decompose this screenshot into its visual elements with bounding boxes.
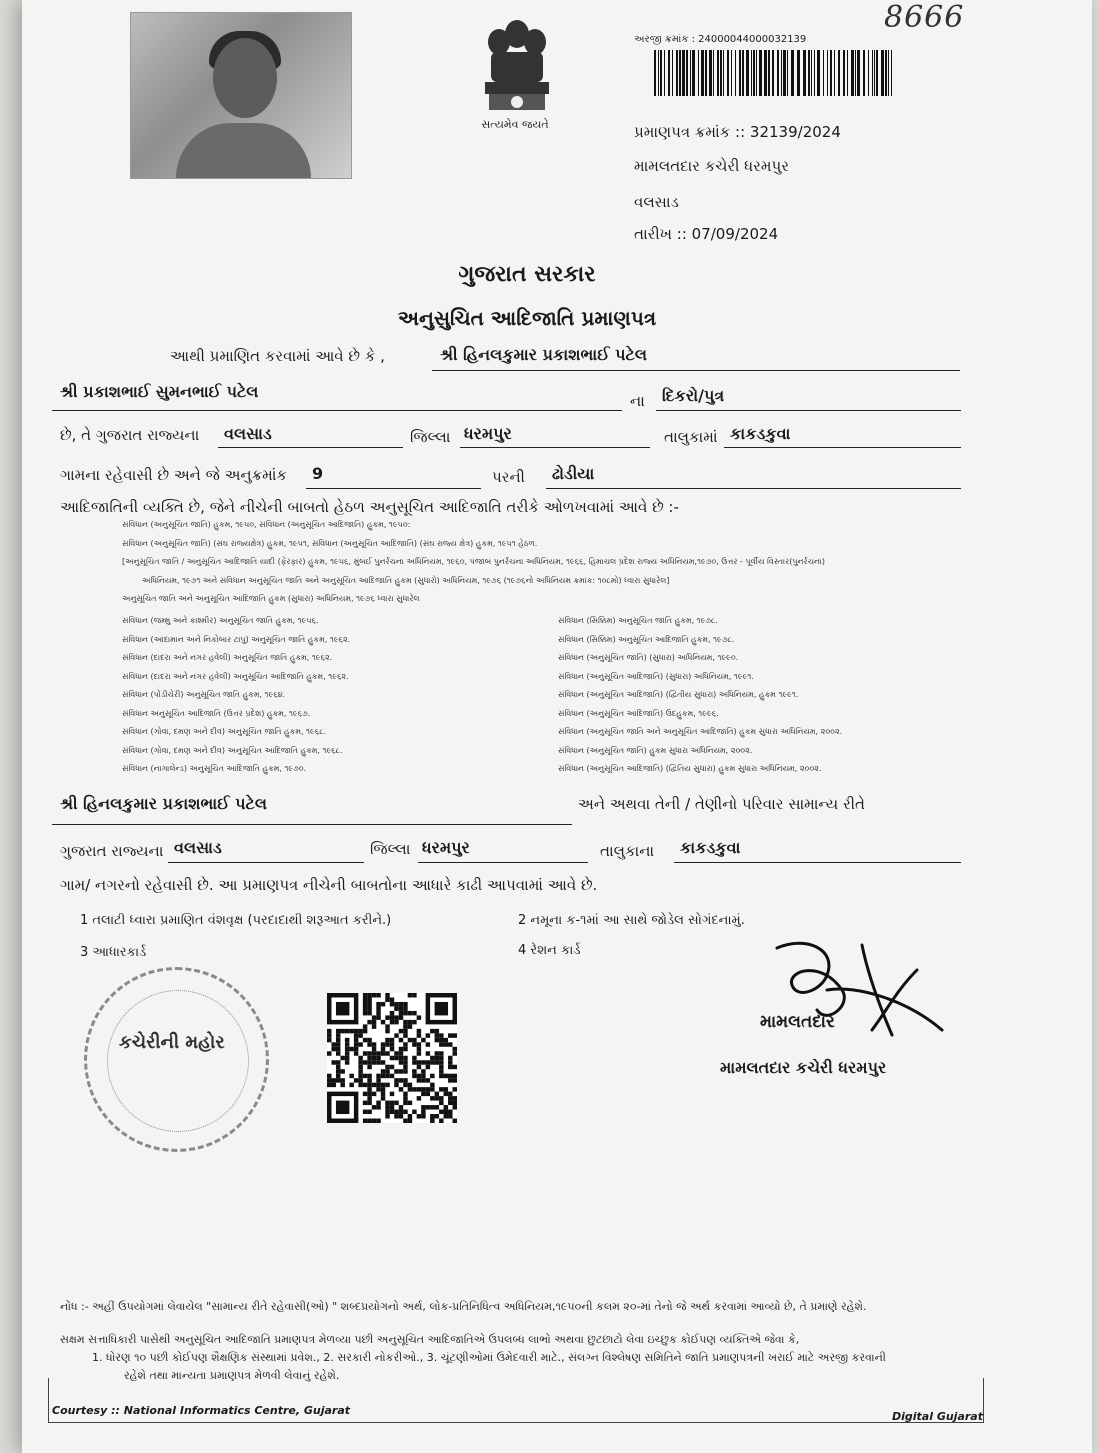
note-text: નોંધ :- અહીં ઉપયોગમાં લેવાયેલ "સામાન્ય રીતે રહેવાસી(ઓ) " શબ્દપ્રયોગનો અર્થ, લોક-પ્રતિનિધિત્વ અધિનિયમ,૧૯૫૦ની કલમ ૨૦-માં તેનો જે અર્થ કરવામાં આવ્યો છે, તે પ્રમાણે રહેશે. xyxy=(60,1300,867,1313)
qr-code xyxy=(327,993,457,1123)
recognized-text: આદિજાતિની વ્યક્તિ છે, જેને નીચેની બાબતો હેઠળ અનુસૂચિત આદિજાતિ તરીકે ઓળખવામાં આવે છે :- xyxy=(60,498,679,516)
certificate-title: અનુસુચિત આદિજાતિ પ્રમાણપત્ર xyxy=(397,306,657,330)
district-label: જિલ્લા xyxy=(410,428,451,446)
bottom-line: 1. ધોરણ ૧૦ પછી કોઈપણ શૈક્ષણિક સંસ્થામાં પ્રવેશ., 2. સરકારી નોકરીઓ., 3. ચૂંટણીઓમાં ઉમેદવારી માટે., સંલગ્ન વિશ્લેષણ સમિતિને જાતિ પ્રમાણપત્રની ખરાઈ માટે અરજી કરવાની xyxy=(92,1351,886,1364)
resident-label: ગામના રહેવાસી છે અને જે અનુક્રમાંક xyxy=(60,466,288,484)
cert-number-label: પ્રમાણપત્ર ક્રમાંક :: xyxy=(634,123,746,141)
order-line: [અનુસૂચિત જાતિ / અનુસૂચિત આદિજાતિ યાદી (ફેરફાર) હુકમ, ૧૯૫૬, મુંબઈ પુનર્રચના અધિનિયમ, ૧૯૬૦, પંજાબ પુનર્રચના અધિનિયમ, ૧૯૬૬, હિમાચલ પ્રદેશ રાજ્ય અધિનિયમ,૧૯૭૦, ઉત્તર - પૂર્વીય વિસ્તાર(પુનર્રચના) xyxy=(122,557,826,566)
order-line: સંવિધાન (અનુસૂચિત જાતિ) હુકમ સુધારા અધિનિયમ, ૨૦૦૨. xyxy=(558,745,753,755)
village-text: ગામ/ નગરનો રહેવાસી છે. આ પ્રમાણપત્ર નીચેની બાબતોના આધારે કાઢી આપવામાં આવે છે. xyxy=(60,876,598,894)
family-text: અને અથવા તેની / તેણીનો પરિવાર સામાન્ય રીતે xyxy=(578,795,865,813)
cert-number: 32139/2024 xyxy=(749,123,841,141)
holder-name: શ્રી હિનલકુમાર પ્રકાશભાઈ પટેલ xyxy=(440,345,647,364)
order-line: સંવિધાન (જમ્મુ અને કાશ્મીર) અનુસૂચિત જાતિ હુકમ, ૧૯૫૬. xyxy=(122,616,319,625)
na-label: ના xyxy=(630,392,645,410)
national-emblem-icon xyxy=(477,12,557,117)
order-line: સંવિધાન (દાદરા અને નગર હવેલી) અનુસૂચિત જાતિ હુકમ, ૧૯૬૨. xyxy=(122,653,333,662)
state-district-2: વલસાડ xyxy=(174,838,222,857)
taluka-label-2: તાલુકાના xyxy=(600,842,655,860)
taluka-value: કાકડકુવા xyxy=(730,424,791,443)
signatory-title: મામલતદાર xyxy=(760,1012,835,1032)
office-seal xyxy=(84,967,269,1152)
handwritten-number: 8666 xyxy=(884,0,965,35)
order-line: સંવિધાન (અનુસૂચિત જાતિ) હુકમ, ૧૯૫૦, સંવિધાન (અનુસૂચિત આદિજાતિ) હુકમ, ૧૯૫૦: xyxy=(122,520,411,529)
order-line: સંવિધાન (સિક્કિમ) અનુસૂચિત જાતિ હુકમ, ૧૯૭૮. xyxy=(558,616,718,625)
state-label-2: ગુજરાત રાજ્યના xyxy=(60,842,164,860)
certify-text: આથી પ્રમાણિત કરવામાં આવે છે કે , xyxy=(170,347,385,365)
district-value: ધરમપુર xyxy=(464,424,512,443)
state-label: છે, તે ગુજરાત રાજ્યના xyxy=(60,426,200,444)
taluka-label: તાલુકામાં xyxy=(664,428,718,446)
orders-right xyxy=(558,612,842,779)
state-district: વલસાડ xyxy=(224,424,272,443)
order-line: સંવિધાન (અનુસૂચિત આદિજાતિ) ઉદહુકમ, ૧૯૯૬. xyxy=(558,708,719,718)
emblem-motto: સત્યમેવ જયતે xyxy=(481,118,549,131)
father-name: શ્રી પ્રકાશભાઈ સુમનભાઈ પટેલ xyxy=(60,382,259,401)
orders-left xyxy=(122,612,350,779)
office-name: મામલતદાર કચેરી ધરમપુર xyxy=(634,157,789,175)
certificate-page xyxy=(22,0,1092,1453)
order-line: સંવિધાન (અનુસૂચિત આદિજાતિ) (દ્વિતિય સુધારા) હુકમ સુધારા અધિનિયમ, ૨૦૦૨. xyxy=(558,764,822,773)
taluka-value-2: કાકડકુવા xyxy=(680,838,741,857)
order-line: સંવિધાન (અનુસૂચિત જાતિ અને અનુસૂચિત આદિજાતિ) હુકમ સુધારા અધિનિયમ, ૨૦૦૨. xyxy=(558,727,843,736)
tribe-name: ઢોડીયા xyxy=(552,464,595,483)
orders-full xyxy=(122,516,825,609)
application-number: અરજી ક્રમાંક : 24000044000032139 xyxy=(634,34,807,45)
district-label-2: જિલ્લા xyxy=(370,840,411,858)
order-line: સંવિધાન અનુસૂચિત આદિજાતિ (ઉત્તર પ્રદેશ) હુકમ, ૧૯૬૭. xyxy=(122,708,311,718)
order-line: સંવિધાન (નાગાલેન્ડ) અનુસૂચિત આદિજાતિ હુકમ, ૧૯૭૦. xyxy=(122,764,307,773)
order-line: સંવિધાન (અનુસૂચિત જાતિ) (સુધારા) અધિનિયમ, ૧૯૯૦. xyxy=(558,653,739,662)
order-line: સંવિધાન (અનુસૂચિત જાતિ) (સંઘ રાજ્યક્ષેત્ર) હુકમ, ૧૯૫૧, સંવિધાન (અનુસૂચિત આદિજાતિ) (સંઘ રાજ્ય ક્ષેત્ર) હુકમ, ૧૯૫૧ હેઠળ. xyxy=(122,538,538,548)
barcode xyxy=(654,50,898,96)
seal-label: કચેરીની મહોર xyxy=(119,1032,225,1053)
order-line: સંવિધાન (ગોવા, દમણ અને દીવ) અનુસૂચિત આદિજાતિ હુકમ, ૧૯૬૮. xyxy=(122,745,343,755)
document-item: 4 રેશન કાર્ડ xyxy=(518,943,581,958)
holder-name-2: શ્રી હિનલકુમાર પ્રકાશભાઈ પટેલ xyxy=(60,794,267,813)
order-line: સંવિધાન (સિક્કિમ) અનુસૂચિત આદિજાતિ હુકમ, ૧૯૭૮. xyxy=(558,634,735,644)
order-line: સંવિધાન (આંદામાન અને નિકોબાર ટાપુ) અનુસૂચિત જાતિ હુકમ, ૧૯૬૨. xyxy=(122,634,351,644)
document-item: 1 તલાટી ધ્વારા પ્રમાણિત વંશવૃક્ષ (પરદાદાથી શરૂઆત કરીને.) xyxy=(80,913,392,928)
order-line: અનુસૂચિત જાતિ અને અનુસૂચિત આદિજાતિ હુકમ (સુધારા) અધિનિયમ, ૧૯૭૬ ધ્વારા સુધારેલ xyxy=(122,594,420,603)
applicant-photo xyxy=(130,12,352,179)
serial-number: 9 xyxy=(312,464,324,483)
order-line: સંવિધાન (અનુસૂચિત આદિજાતિ) (સુધારા) અધિનિયમ, ૧૯૯૧. xyxy=(558,671,754,681)
issue-date: 07/09/2024 xyxy=(691,225,779,243)
order-line: સંવિધાન (પોંડીચેરી) અનુસૂચિત જાતિ હુકમ, ૧૯૬૪. xyxy=(122,690,286,699)
government-title: ગુજરાત સરકાર xyxy=(458,262,596,287)
date-label: તારીખ :: xyxy=(634,225,687,243)
document-item: 2 નમૂના ક-૧માં આ સાથે જોડેલ સોગંદનામું. xyxy=(518,913,745,928)
cert-number-row xyxy=(634,123,841,141)
date-row xyxy=(634,225,778,243)
order-line: સંવિધાન (ગોવા, દમણ અને દીવ) અનુસૂચિત જાતિ હુકમ, ૧૯૬૮. xyxy=(122,727,327,736)
signatory-office: મામલતદાર કચેરી ધરમપુર xyxy=(720,1058,887,1077)
bottom-line: રહેશે તથા માન્યતા પ્રમાણપત્ર મેળવી લેવાનું રહેશે. xyxy=(124,1369,340,1382)
bottom-line: સક્ષમ સત્તાધિકારી પાસેથી અનુસૂચિત આદિજાતિ પ્રમાણપત્ર મેળવ્યા પછી અનુસૂચિત આદિજાતિએ ઉપલબ્ધ લાભો અથવા છુટછાટો લેવા ઇચ્છુક કોઈપણ વ્યક્તિએ જેવા કે, xyxy=(60,1333,800,1346)
order-line: અધિનિયમ, ૧૯૭૧ અને સંવિધાન અનુસૂચિત જાતિ અને અનુસૂચિત આદિજાતિ હુકમ (સુધારો) અધિનિયમ, ૧૯૭૬ (૧૯૭૬નો અધિનિયમ ક્રમાંક: ૧૦૮મો) ધ્વારા સુધારેલ] xyxy=(142,575,670,585)
district-value-2: ધરમપુર xyxy=(422,838,470,857)
order-line: સંવિધાન (અનુસૂચિત આદિજાતિ) (દ્વિતીય સુધારા) અધિનિયમ, હુકમ ૧૯૯૧. xyxy=(558,690,799,699)
parni-label: પરની xyxy=(492,468,525,486)
brand-text: Digital Gujarat xyxy=(892,1410,983,1423)
office-district: વલસાડ xyxy=(634,193,679,211)
courtesy-text: Courtesy :: National Informatics Centre, Gujarat xyxy=(52,1404,351,1417)
order-line: સંવિધાન (દાદરા અને નગર હવેલી) અનુસૂચિત આદિજાતિ હુકમ, ૧૯૬૨. xyxy=(122,671,349,681)
relation: દિકરો/પુત્ર xyxy=(662,386,725,405)
document-item: 3 આધારકાર્ડ xyxy=(80,945,147,960)
